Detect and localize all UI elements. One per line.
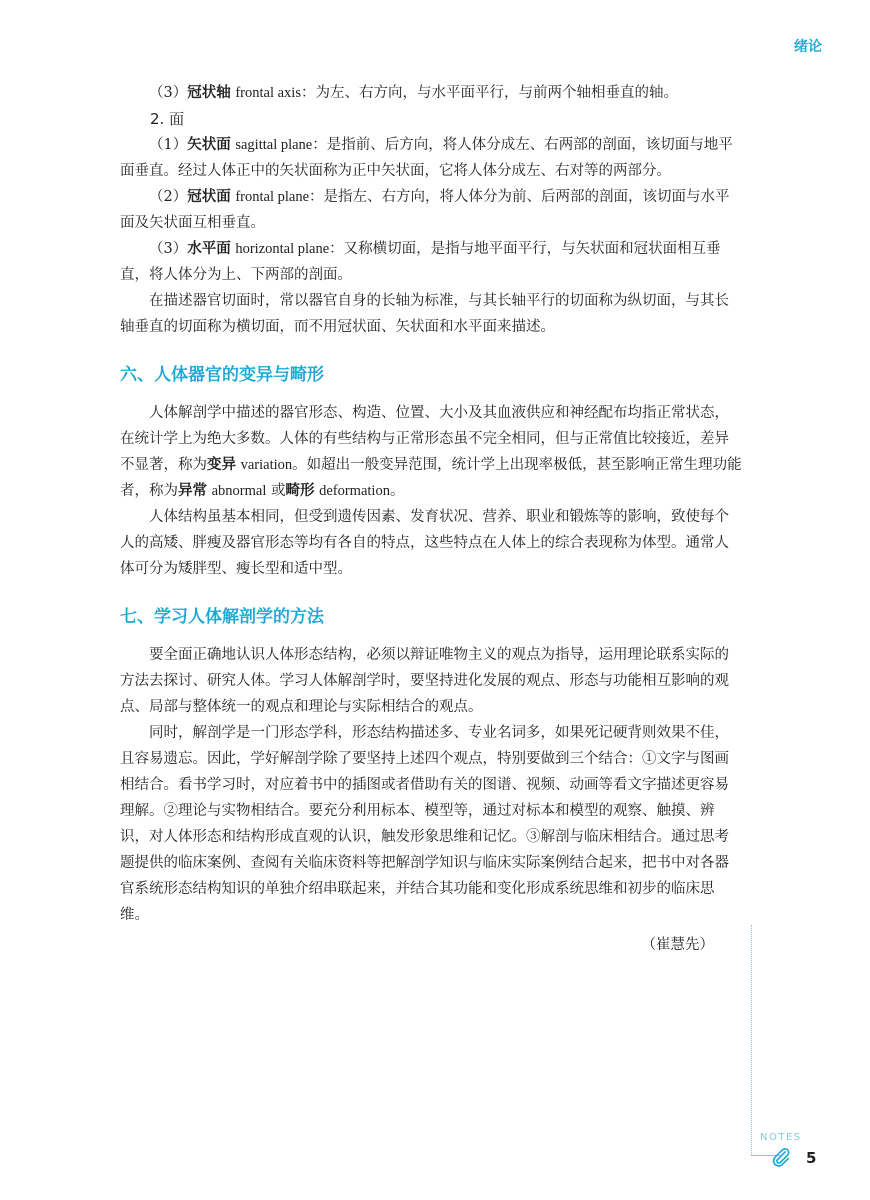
english-term: deformation [319,483,390,499]
term: 冠状面 [187,189,231,205]
paperclip-icon [770,1146,792,1168]
definition: ：又称横切面，是指与地平面平行，与矢状面和冠状面相互垂直，将人体分为上、下两部的剖面。 [120,241,721,283]
item-number: （1） [149,137,188,153]
section-heading-methods: 七、学习人体解剖学的方法 [120,607,324,627]
text-run: 人体解剖学中描述的器官形态、构造、位置、大小及其血液供应和神经配布均指正常状态，在统计学上为绝大多数。人体的有些结构与正常形态虽不完全相同，但与正常值比较接近，差异不显著，称为 [120,405,729,473]
section-heading-variation: 六、人体器官的变异与畸形 [120,365,324,385]
paragraph-methods-2: 同时，解剖学是一门形态学科，形态结构描述多、专业名词多，如果死记硬背则效果不佳，且容易遗忘。因此，学好解剖学除了要坚持上述四个观点，特别要做到三个结合：①文字与图画相结合。看书学习时，对应着书中的插图或者借助有关的图谱、视频、动画等看文字描述更容易理解。②理论与实物相结合。要充分利用标本、模型等，通过对标本和模型的观察、触摸、辨识，对人体形态和结构形成直观的认识，触发形象思维和记忆。③解剖与临床相结合。通过思考题提供的临床案例、查阅有关临床资料等把解剖学知识与临床实际案例结合起来，把书中对各器官系统形态结构知识的单独介绍串联起来，并结合其功能和变化形成系统思维和初步的临床思维。 [120,725,729,923]
english-term: abnormal [211,483,267,499]
paragraph-frontal-axis [120,80,742,106]
english-term: sagittal plane [235,137,313,153]
item-number: （2） [149,189,188,205]
paragraph-body-type: 人体结构虽基本相同，但受到遗传因素、发育状况、营养、职业和锻炼等的影响，致使每个人的高矮、胖瘦及器官形态等均有各自的特点，这些特点在人体上的综合表现称为体型。通常人体可分为矮胖型、瘦长型和适中型。 [120,509,729,577]
term: 变异 [207,457,236,473]
definition: ：是指左、右方向，将人体分为前、后两部的剖面，该切面与水平面及矢状面互相垂直。 [120,189,730,231]
term: 水平面 [187,241,231,257]
paragraph-horizontal-plane [120,236,742,288]
term: 矢状面 [187,137,231,153]
notes-label: NOTES [760,1132,802,1143]
paragraph-frontal-plane [120,184,742,236]
english-term: frontal axis [235,85,301,101]
page-body [120,80,742,958]
text-run: 或 [270,483,286,499]
paragraph-methods-1: 要全面正确地认识人体形态结构，必须以辩证唯物主义的观点为指导，运用理论联系实际的方法去探讨、研究人体。学习人体解剖学时，要坚持进化发展的观点、形态与功能相互影响的观点、局部与整体统一的观点和理论与实际相结合的观点。 [120,647,729,715]
english-term: variation [240,457,293,473]
item-number: （3） [149,241,188,257]
term: 冠状轴 [187,85,231,101]
english-term: horizontal plane [235,241,330,257]
paragraph-organ-sections: 在描述器官切面时，常以器官自身的长轴为标准，与其长轴平行的切面称为纵切面，与其长轴垂直的切面称为横切面，而不用冠状面、矢状面和水平面来描述。 [120,293,729,335]
text-run: 。 [389,483,405,499]
term: 异常 [178,483,207,499]
text-run: 。如超出一般变异范围，统计学上出现率极低，甚至影响正常生理功能者，称为 [120,457,742,499]
page-number: 5 [806,1149,817,1167]
running-head: 绪论 [794,39,822,55]
definition: ：是指前、后方向，将人体分成左、右两部的剖面，该切面与地平面垂直。经过人体正中的矢状面称为正中矢状面，它将人体分成左、右对等的两部分。 [120,137,733,179]
english-term: frontal plane [235,189,310,205]
term: 畸形 [285,483,315,499]
author-credit: （崔慧先） [641,937,714,953]
notes-margin-line [751,925,752,1155]
item-number: （3） [149,85,188,101]
definition: ：为左、右方向，与水平面平行，与前两个轴相垂直的轴。 [300,85,678,101]
paragraph-sagittal-plane [120,132,742,184]
paragraph-variation [120,400,742,504]
subheading-planes: 2. 面 [150,110,185,128]
